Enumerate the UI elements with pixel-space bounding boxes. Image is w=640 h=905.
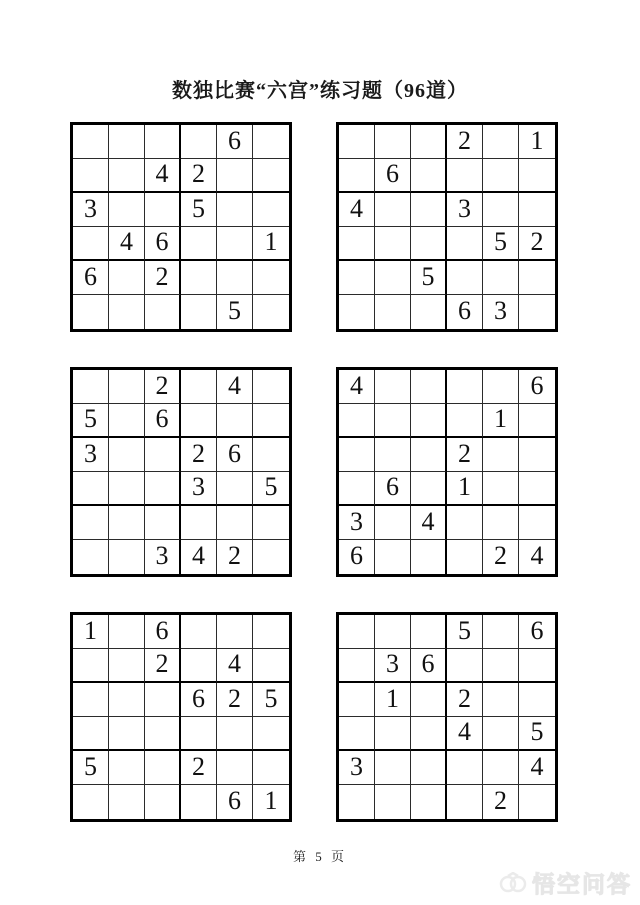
- sudoku-cell: [411, 717, 447, 751]
- sudoku-puzzle-5: [70, 612, 292, 822]
- sudoku-cell: [375, 751, 411, 785]
- sudoku-cell: 4: [519, 751, 555, 785]
- sudoku-cell: [375, 227, 411, 261]
- sudoku-cell: [411, 438, 447, 472]
- sudoku-cell: [339, 125, 375, 159]
- sudoku-cell: [447, 261, 483, 295]
- sudoku-cell: 1: [375, 683, 411, 717]
- sudoku-cell: 6: [339, 540, 375, 574]
- sudoku-cell: 2: [181, 159, 217, 193]
- sudoku-cell: [375, 193, 411, 227]
- wukong-monkey-logo-icon: [498, 872, 528, 894]
- sudoku-cell: [339, 683, 375, 717]
- sudoku-cell: [109, 370, 145, 404]
- sudoku-cell: [375, 506, 411, 540]
- sudoku-cell: [411, 683, 447, 717]
- sudoku-cell: [519, 159, 555, 193]
- sudoku-cell: [109, 472, 145, 506]
- sudoku-cell: 3: [375, 649, 411, 683]
- sudoku-cell: [447, 649, 483, 683]
- sudoku-cell: 5: [217, 295, 253, 329]
- sudoku-cell: [519, 472, 555, 506]
- sudoku-cell: [181, 404, 217, 438]
- sudoku-cell: 4: [217, 649, 253, 683]
- sudoku-cell: 4: [339, 370, 375, 404]
- sudoku-cell: 4: [447, 717, 483, 751]
- watermark: [498, 866, 632, 899]
- sudoku-cell: 3: [339, 506, 375, 540]
- sudoku-cell: [73, 506, 109, 540]
- page-number: 第 5 页: [292, 849, 347, 864]
- sudoku-cell: [217, 193, 253, 227]
- sudoku-cell: [73, 472, 109, 506]
- sudoku-cell: [253, 295, 289, 329]
- sudoku-cell: [253, 370, 289, 404]
- sudoku-cell: [375, 785, 411, 819]
- sudoku-cell: [217, 261, 253, 295]
- sudoku-cell: 2: [145, 370, 181, 404]
- sudoku-cell: [339, 472, 375, 506]
- sudoku-cell: [483, 717, 519, 751]
- sudoku-cell: [339, 615, 375, 649]
- sudoku-cell: 2: [447, 125, 483, 159]
- sudoku-puzzle-2: [336, 122, 558, 332]
- sudoku-cell: [519, 193, 555, 227]
- sudoku-cell: 6: [375, 472, 411, 506]
- sudoku-cell: 2: [217, 540, 253, 574]
- sudoku-cell: [145, 683, 181, 717]
- sudoku-cell: 6: [145, 615, 181, 649]
- sudoku-cell: [519, 649, 555, 683]
- sudoku-cell: [217, 472, 253, 506]
- sudoku-cell: 2: [483, 785, 519, 819]
- sudoku-cell: 6: [375, 159, 411, 193]
- sudoku-cell: [411, 370, 447, 404]
- sudoku-cell: [339, 404, 375, 438]
- sudoku-cell: [519, 261, 555, 295]
- sudoku-cell: [253, 159, 289, 193]
- sudoku-cell: [109, 193, 145, 227]
- sudoku-cell: [447, 785, 483, 819]
- sudoku-cell: [145, 193, 181, 227]
- sudoku-cell: 6: [217, 438, 253, 472]
- sudoku-cell: [181, 717, 217, 751]
- sudoku-cell: [375, 717, 411, 751]
- sudoku-cell: [181, 295, 217, 329]
- sudoku-cell: 6: [217, 785, 253, 819]
- sudoku-cell: [483, 472, 519, 506]
- sudoku-cell: 6: [411, 649, 447, 683]
- sudoku-cell: [375, 540, 411, 574]
- sudoku-cell: [339, 438, 375, 472]
- sudoku-cell: [109, 540, 145, 574]
- sudoku-cell: [253, 751, 289, 785]
- sudoku-cell: [447, 404, 483, 438]
- sudoku-cell: [109, 649, 145, 683]
- sudoku-cell: [339, 717, 375, 751]
- sudoku-cell: [109, 159, 145, 193]
- sudoku-cell: 5: [483, 227, 519, 261]
- sudoku-cell: 1: [264, 786, 278, 815]
- sudoku-cell: [483, 751, 519, 785]
- sudoku-cell: [519, 785, 555, 819]
- sudoku-cell: [253, 506, 289, 540]
- sudoku-cell: [519, 683, 555, 717]
- sudoku-cell: [447, 370, 483, 404]
- sudoku-cell: [483, 683, 519, 717]
- sudoku-cell: [483, 649, 519, 683]
- sudoku-cell: 2: [217, 683, 253, 717]
- sudoku-cell: [375, 261, 411, 295]
- sudoku-cell: 1: [447, 472, 483, 506]
- sudoku-cell: [411, 785, 447, 819]
- sudoku-cell: [519, 506, 555, 540]
- sudoku-cell: 6: [73, 261, 109, 295]
- sudoku-cell: [447, 227, 483, 261]
- sudoku-cell: [217, 751, 253, 785]
- sudoku-cell: 1: [519, 125, 555, 159]
- sudoku-cell: 5: [253, 683, 289, 717]
- sudoku-cell: 5: [73, 404, 109, 438]
- sudoku-cell: [181, 649, 217, 683]
- sudoku-cell: 3: [145, 540, 181, 574]
- sudoku-cell: [181, 615, 217, 649]
- sudoku-puzzle-6: [336, 612, 558, 822]
- sudoku-cell: 6: [217, 125, 253, 159]
- sudoku-cell: [73, 159, 109, 193]
- sudoku-cell: [411, 295, 447, 329]
- sudoku-cell: [181, 370, 217, 404]
- sudoku-cell: [411, 540, 447, 574]
- sudoku-cell: [181, 261, 217, 295]
- sudoku-cell: [411, 159, 447, 193]
- sudoku-cell: [375, 295, 411, 329]
- sudoku-cell: 6: [181, 683, 217, 717]
- sudoku-cell: 3: [73, 438, 109, 472]
- sudoku-cell: 5: [519, 717, 555, 751]
- sudoku-cell: 1: [253, 227, 289, 261]
- sudoku-cell: [109, 125, 145, 159]
- sudoku-cell: 4: [339, 193, 375, 227]
- sudoku-cell: [483, 370, 519, 404]
- sudoku-cell: 2: [181, 438, 217, 472]
- sudoku-cell: 5: [447, 615, 483, 649]
- sudoku-cell: [375, 125, 411, 159]
- sudoku-cell: 4: [181, 540, 217, 574]
- sudoku-cell: [253, 438, 289, 472]
- sudoku-cell: [181, 125, 217, 159]
- sudoku-cell: 6: [145, 404, 181, 438]
- sudoku-cell: [339, 295, 375, 329]
- sudoku-cell: [109, 683, 145, 717]
- sudoku-cell: [253, 540, 289, 574]
- sudoku-cell: 4: [109, 227, 145, 261]
- sudoku-cell: [109, 717, 145, 751]
- sudoku-cell: [483, 438, 519, 472]
- sudoku-cell: [217, 717, 253, 751]
- sudoku-cell: [145, 295, 181, 329]
- sudoku-cell: 2: [145, 261, 181, 295]
- sudoku-cell: 6: [519, 615, 555, 649]
- sudoku-cell: [73, 683, 109, 717]
- sudoku-cell: [73, 717, 109, 751]
- watermark-text: 悟空问答: [532, 871, 632, 897]
- sudoku-cell: [217, 506, 253, 540]
- sudoku-cell: [109, 751, 145, 785]
- sudoku-cell: [181, 506, 217, 540]
- sudoku-cell: 3: [181, 472, 217, 506]
- sudoku-cell: [73, 370, 109, 404]
- sudoku-cell: 1: [483, 404, 519, 438]
- sudoku-cell: [447, 751, 483, 785]
- sudoku-cell: [447, 540, 483, 574]
- sudoku-cell: [145, 751, 181, 785]
- sudoku-cell: 2: [447, 683, 483, 717]
- sudoku-cell: 2: [181, 751, 217, 785]
- sudoku-cell: 3: [339, 751, 375, 785]
- sudoku-cell: [483, 615, 519, 649]
- sudoku-cell: [519, 438, 555, 472]
- sudoku-cell: [483, 261, 519, 295]
- sudoku-cell: [181, 227, 217, 261]
- sudoku-cell: [339, 649, 375, 683]
- sudoku-cell: [145, 785, 181, 819]
- sudoku-cell: 5: [73, 751, 109, 785]
- sudoku-cell: [73, 649, 109, 683]
- sudoku-cell: [253, 404, 289, 438]
- sudoku-cell: [411, 472, 447, 506]
- sudoku-cell: [109, 404, 145, 438]
- sudoku-cell: 3: [483, 295, 519, 329]
- sudoku-puzzle-1: [70, 122, 292, 332]
- sudoku-cell: 4: [217, 370, 253, 404]
- sudoku-cell: 4: [411, 506, 447, 540]
- sudoku-cell: [411, 615, 447, 649]
- sudoku-cell: [109, 506, 145, 540]
- sudoku-cell: [339, 261, 375, 295]
- sudoku-cell: [411, 193, 447, 227]
- sudoku-cell: 2: [447, 438, 483, 472]
- sudoku-cell: [181, 785, 217, 819]
- sudoku-cell: [339, 785, 375, 819]
- sudoku-cell: [253, 261, 289, 295]
- sudoku-puzzle-3: [70, 367, 292, 577]
- sudoku-cell: [145, 717, 181, 751]
- sudoku-cell: [519, 404, 555, 438]
- sudoku-cell: [483, 193, 519, 227]
- sudoku-cell: 6: [145, 227, 181, 261]
- sudoku-cell: [145, 506, 181, 540]
- sudoku-cell: [411, 227, 447, 261]
- sudoku-cell: [253, 717, 289, 751]
- sudoku-cell: [145, 472, 181, 506]
- sudoku-cell: 2: [519, 227, 555, 261]
- sudoku-cell: [375, 438, 411, 472]
- page-title: 数独比赛“六宫”练习题（96道）: [172, 80, 468, 102]
- sudoku-cell: [73, 125, 109, 159]
- sudoku-cell: [217, 227, 253, 261]
- sudoku-cell: [109, 438, 145, 472]
- sudoku-puzzle-4: [336, 367, 558, 577]
- sudoku-cell: [483, 506, 519, 540]
- sudoku-cell: [217, 404, 253, 438]
- sudoku-cell: [109, 295, 145, 329]
- sudoku-cell: [73, 785, 109, 819]
- sudoku-cell: [483, 159, 519, 193]
- sudoku-cell: [339, 227, 375, 261]
- sudoku-cell: 4: [530, 541, 544, 570]
- sudoku-cell: 1: [73, 615, 109, 649]
- sudoku-cell: [519, 295, 555, 329]
- sudoku-cell: [375, 615, 411, 649]
- sudoku-cell: [217, 615, 253, 649]
- sudoku-cell: 4: [145, 159, 181, 193]
- sudoku-cell: 5: [253, 472, 289, 506]
- sudoku-cell: [339, 159, 375, 193]
- sudoku-cell: 5: [411, 261, 447, 295]
- sudoku-cell: [253, 125, 289, 159]
- sudoku-cell: [73, 295, 109, 329]
- sudoku-cell: 2: [483, 540, 519, 574]
- sudoku-cell: [109, 261, 145, 295]
- sudoku-cell: 5: [181, 193, 217, 227]
- sudoku-cell: [253, 649, 289, 683]
- sudoku-cell: [145, 438, 181, 472]
- sudoku-cell: [411, 404, 447, 438]
- sudoku-cell: [217, 159, 253, 193]
- sudoku-cell: [73, 227, 109, 261]
- sudoku-cell: [411, 125, 447, 159]
- sudoku-cell: [447, 506, 483, 540]
- sudoku-cell: 3: [447, 193, 483, 227]
- sudoku-cell: 6: [519, 370, 555, 404]
- sudoku-cell: [109, 615, 145, 649]
- sudoku-cell: [253, 615, 289, 649]
- sudoku-cell: 2: [145, 649, 181, 683]
- sudoku-cell: 6: [447, 295, 483, 329]
- sudoku-cell: [411, 751, 447, 785]
- sudoku-cell: 3: [73, 193, 109, 227]
- sudoku-cell: [375, 370, 411, 404]
- sudoku-cell: [253, 193, 289, 227]
- sudoku-cell: [145, 125, 181, 159]
- puzzle-grid-container: [70, 122, 558, 822]
- sudoku-cell: [73, 540, 109, 574]
- sudoku-cell: [447, 159, 483, 193]
- sudoku-cell: [109, 785, 145, 819]
- sudoku-cell: [483, 125, 519, 159]
- sudoku-cell: [375, 404, 411, 438]
